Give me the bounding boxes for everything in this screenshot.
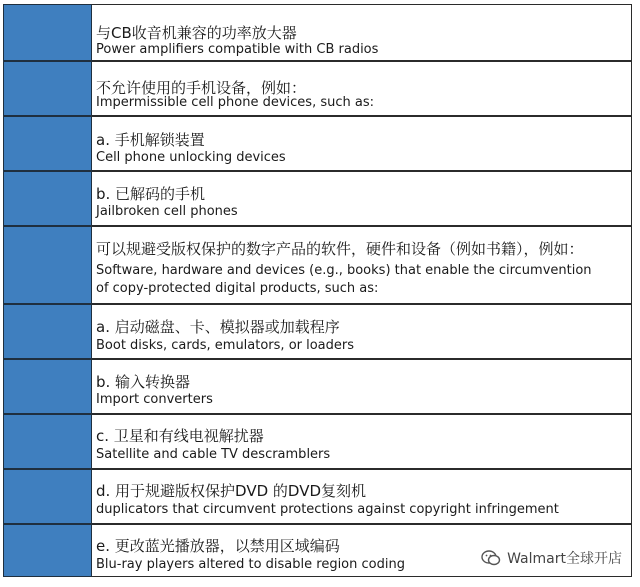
row-text-zh: d. 用于规避版权保护DVD 的DVD复刻机	[96, 482, 367, 500]
row-text-zh: a. 手机解锁装置	[96, 131, 205, 149]
table-row	[0, 4, 632, 61]
row-text-zh: b. 已解码的手机	[96, 185, 206, 203]
row-text-zh: b. 输入转换器	[96, 373, 191, 391]
row-marker	[3, 304, 92, 359]
row-marker	[3, 524, 92, 577]
row-text-en: Blu-ray players altered to disable region coding	[96, 557, 405, 572]
table-row	[0, 304, 632, 359]
row-marker	[3, 116, 92, 171]
row-text-en: duplicators that circumvent protections against copyright infringement	[96, 502, 559, 517]
row-text-zh: a. 启动磁盘、卡、模拟器或加载程序	[96, 318, 340, 336]
wechat-official-account-icon	[481, 549, 501, 567]
table-row	[0, 171, 632, 226]
row-text-en: Boot disks, cards, emulators, or loaders	[96, 338, 355, 353]
row-text-zh: 与CB收音机兼容的功率放大器	[96, 24, 297, 42]
row-text-en: Satellite and cable TV descramblers	[96, 447, 331, 462]
row-marker	[3, 4, 92, 61]
row-text-zh: e. 更改蓝光播放器，以禁用区域编码	[96, 537, 340, 555]
row-marker	[3, 469, 92, 524]
row-text-en: Software, hardware and devices (e.g., books) that enable the circumvention	[96, 263, 592, 278]
watermark	[481, 548, 622, 568]
watermark-text: Walmart全球开店	[507, 551, 622, 567]
row-marker	[3, 359, 92, 414]
row-marker	[3, 226, 92, 304]
row-marker	[3, 61, 92, 116]
table-row	[0, 226, 632, 304]
row-marker	[3, 171, 92, 226]
row-marker	[3, 414, 92, 469]
row-text-en-continued: of copy-protected digital products, such as:	[96, 281, 379, 296]
row-text-en: Import converters	[96, 392, 213, 407]
table-row	[0, 61, 632, 116]
row-text-en: Cell phone unlocking devices	[96, 150, 286, 165]
table-row	[0, 414, 632, 469]
row-text-en: Impermissible cell phone devices, such as:	[96, 95, 374, 110]
row-text-en: Power amplifiers compatible with CB radios	[96, 42, 379, 57]
row-text-en: Jailbroken cell phones	[96, 204, 238, 219]
row-text-zh: c. 卫星和有线电视解扰器	[96, 427, 264, 445]
table-row	[0, 469, 632, 524]
table-row	[0, 359, 632, 414]
row-text-zh: 可以规避受版权保护的数字产品的软件，硬件和设备（例如书籍），例如：	[96, 240, 584, 258]
table-row	[0, 116, 632, 171]
row-text-zh: 不允许使用的手机设备，例如：	[96, 79, 307, 97]
